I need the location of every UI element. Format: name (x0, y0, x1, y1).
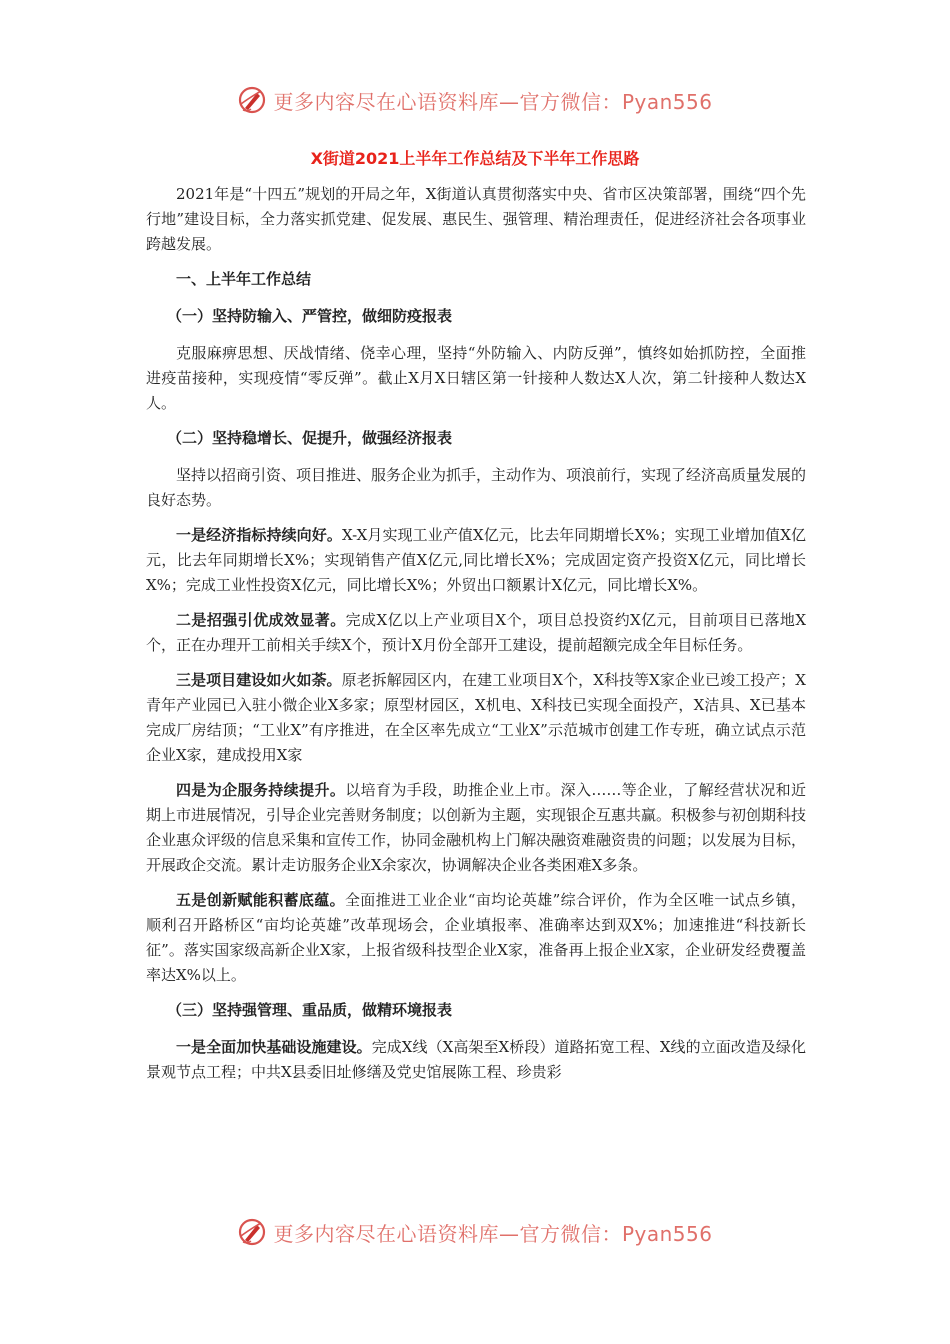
point-1-lead: 一是经济指标持续向好。 (176, 526, 342, 544)
section-heading-1: 一、上半年工作总结 (176, 270, 312, 288)
point-2-paragraph (146, 608, 806, 658)
point-4-paragraph (146, 778, 806, 878)
point-4-lead: 四是为企服务持续提升。 (176, 781, 346, 799)
point-6-lead: 一是全面加快基础设施建设。 (176, 1038, 372, 1056)
point-1-text: X-X月实现工业产值X亿元，比去年同期增长X%；实现工业增加值X亿元，比去年同期增长X%；实现销售产值X亿元,同比增长X%；完成固定资产投资X亿元，同比增长X%；完成工业性投资X亿元，同比增长X%；外贸出口额累计X亿元，同比增长X%。 (146, 526, 806, 594)
point-4-text: 以培育为手段，助推企业上市。深入……等企业，了解经营状况和近期上市进展情况，引导企业完善财务制度；以创新为主题，实现银企互惠共赢。积极参与初创期科技企业惠众评级的信息采集和宣传工作，协同金融机构上门解决融资难融资贵的问题；以发展为目标，开展政企交流。累计走访服务企业X余家次，协调解决企业各类困难X多条。 (146, 781, 807, 874)
point-6-paragraph (146, 1035, 806, 1085)
subsection-heading-1: （一）坚持防输入、严管控，做细防疫报表 (167, 307, 453, 325)
subsection-heading-2: （二）坚持稳增长、促提升，做强经济报表 (167, 429, 453, 447)
subsection-1-paragraph: 克服麻痹思想、厌战情绪、侥幸心理，坚持“外防输入、内防反弹”，慎终如始抓防控，全面推进疫苗接种，实现疫情“零反弹”。截止X月X日辖区第一针接种人数达X人次，第二针接种人数达X人。 (146, 344, 806, 412)
intro-paragraph: 2021年是“十四五”规划的开局之年，X街道认真贯彻落实中央、省市区决策部署，围绕“四个先行地”建设目标，全力落实抓党建、促发展、惠民生、强管理、精治理责任，促进经济社会各项事业跨越发展。 (146, 185, 806, 253)
subsection-2-paragraph: 坚持以招商引资、项目推进、服务企业为抓手，主动作为、项浪前行，实现了经济高质量发展的良好态势。 (146, 466, 807, 509)
point-5-lead: 五是创新赋能积蓄底蕴。 (176, 891, 345, 909)
document-title: X街道2021上半年工作总结及下半年工作思路 (310, 149, 640, 168)
document-body (146, 182, 806, 1095)
point-3-paragraph (146, 668, 806, 768)
pen-nib-logo-icon (237, 1217, 267, 1247)
footer-banner (0, 1212, 950, 1252)
point-3-lead: 三是项目建设如火如荼。 (176, 671, 342, 689)
subsection-heading-3: （三）坚持强管理、重品质，做精环境报表 (167, 1001, 453, 1019)
header-banner (0, 80, 950, 120)
pen-nib-logo-icon (237, 85, 267, 115)
point-3-text: 原老拆解园区内，在建工业项目X个，X科技等X家企业已竣工投产；X青年产业园已入驻小微企业X多家；原型材园区，X机电、X科技已实现全面投产，X洁具、X已基本完成厂房结顶；“工业X”有序推进，在全区率先成立“工业X”示范城市创建工作专班，确立试点示范企业X家，建成投用X家 (146, 671, 806, 764)
point-1-paragraph (146, 523, 806, 598)
point-5-paragraph (146, 888, 806, 988)
point-6-text: 完成X线（X高架至X桥段）道路拓宽工程、X线的立面改造及绿化景观节点工程；中共X县委旧址修缮及党史馆展陈工程、珍贵彩 (146, 1038, 806, 1081)
header-banner-text: 更多内容尽在心语资料库—官方微信：Pyan556 (273, 89, 713, 114)
point-2-text: 完成X亿以上产业项目X个，项目总投资约X亿元，目前项目已落地X个，正在办理开工前相关手续X个，预计X月份全部开工建设，提前超额完成全年目标任务。 (146, 611, 806, 654)
point-5-text: 全面推进工业企业“亩均论英雄”综合评价，作为全区唯一试点乡镇，顺利召开路桥区“亩均论英雄”改革现场会，企业填报率、准确率达到双X%；加速推进“科技新长征”。落实国家级高新企业X家，上报省级科技型企业X家，准备再上报企业X家，企业研发经费覆盖率达X%以上。 (146, 891, 806, 984)
footer-banner-text: 更多内容尽在心语资料库—官方微信：Pyan556 (273, 1221, 713, 1246)
point-2-lead: 二是招强引优成效显著。 (176, 611, 346, 629)
